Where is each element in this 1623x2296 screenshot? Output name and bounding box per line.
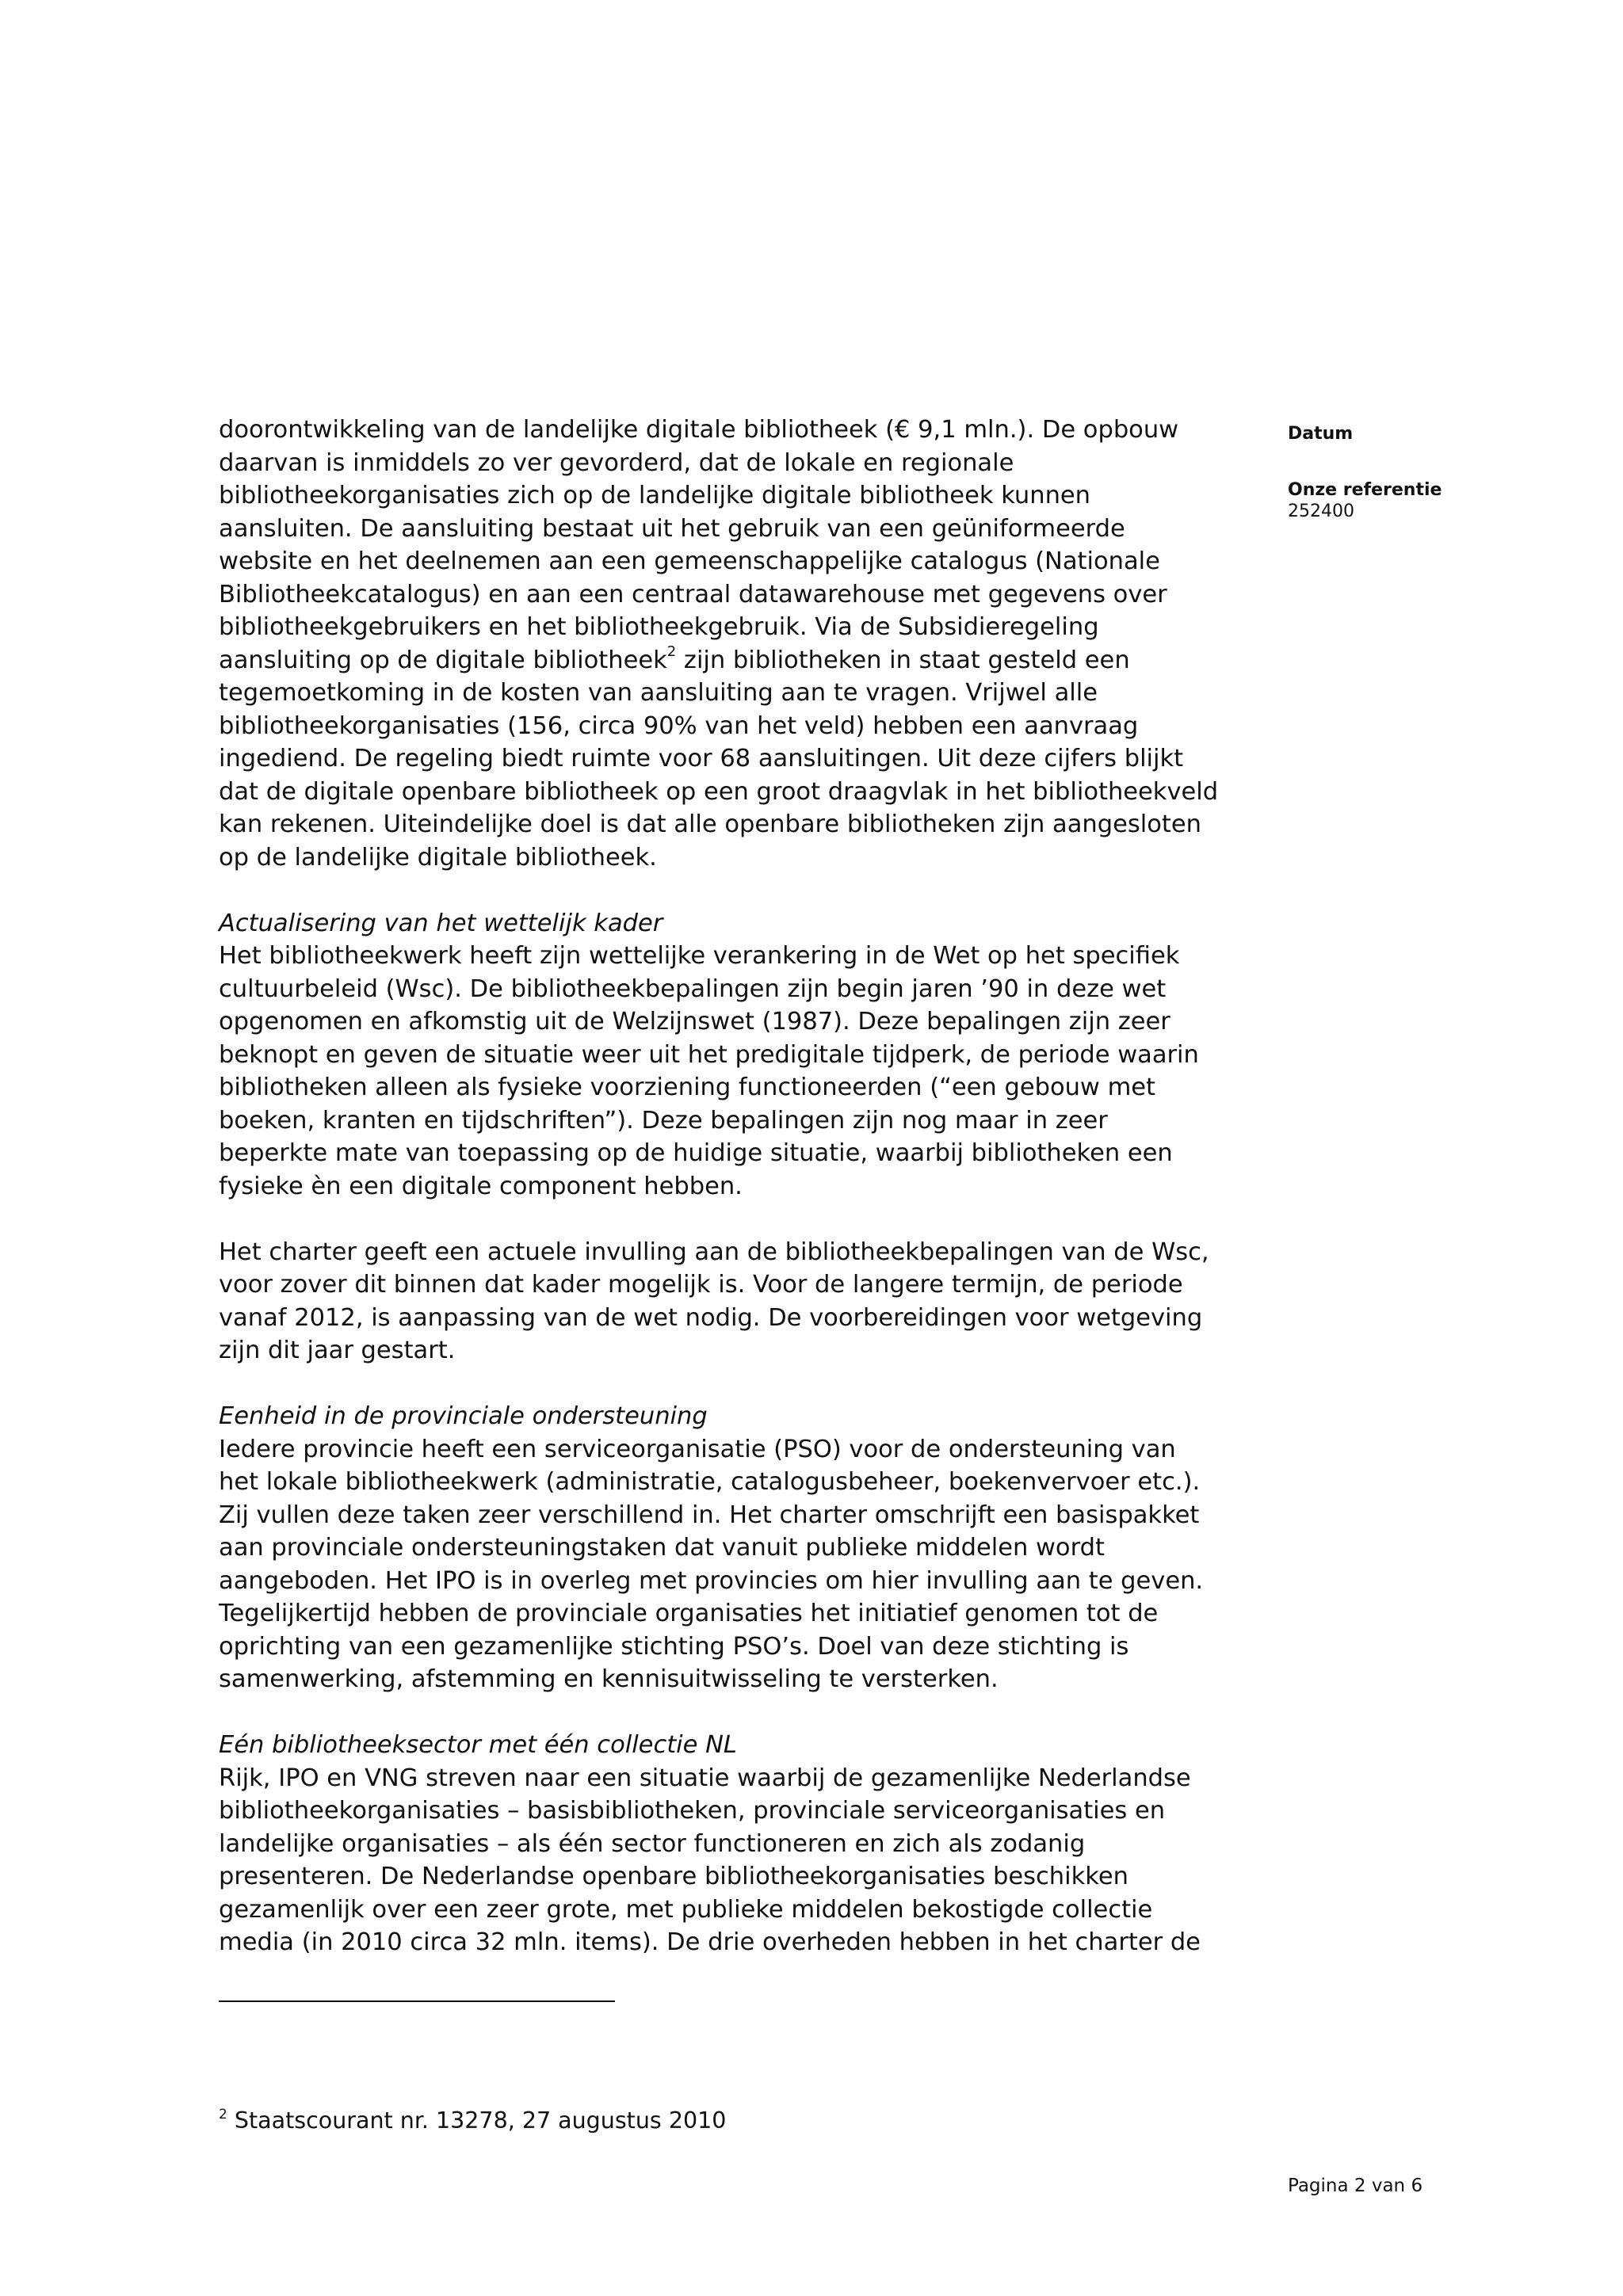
text-line: beperkte mate van toepassing op de huidige situatie, waarbij bibliotheken een (219, 1139, 1173, 1167)
text-line: boeken, kranten en tijdschriften”). Deze bepalingen zijn nog maar in zeer (219, 1106, 1108, 1135)
text-line: tegemoetkoming in de kosten van aansluiting aan te vragen. Vrijwel alle (219, 679, 1098, 707)
section-heading: Eén bibliotheeksector met één collectie NL (219, 1731, 737, 1759)
paragraph-digital-library (219, 414, 1249, 874)
text-line: media (in 2010 circa 32 mln. items). De drie overheden hebben in het charter de (219, 1928, 1201, 1956)
text-line: beknopt en geven de situatie weer uit het predigitale tijdperk, de periode waarin (219, 1040, 1199, 1069)
text-line: Tegelijkertijd hebben de provinciale organisaties het initiatief genomen tot de (219, 1600, 1159, 1627)
paragraph-spacer (219, 1696, 1249, 1730)
text-segment: zijn bibliotheken in staat gesteld een (676, 646, 1130, 674)
text-line: op de landelijke digitale bibliotheek. (219, 843, 657, 871)
text-line: aansluiten. De aansluiting bestaat uit het gebruik van een geüniformeerde (219, 514, 1125, 543)
reference-value: 252400 (1288, 502, 1354, 521)
section-legal-framework (219, 907, 1249, 1203)
footnote-reference[interactable]: 2 (666, 643, 677, 661)
text-line: website en het deelnemen aan een gemeenschappelijke catalogus (Nationale (219, 547, 1160, 575)
page-number: Pagina 2 van 6 (1288, 2176, 1423, 2196)
text-line: Zij vullen deze taken zeer verschillend in. Het charter omschrijft een basispakket (219, 1501, 1200, 1529)
text-line: daarvan is inmiddels zo ver gevorderd, dat de lokale en regionale (219, 448, 1014, 477)
text-line: voor zover dit binnen dat kader mogelijk is. Voor de langere termijn, de periode (219, 1271, 1183, 1299)
reference-label: Onze referentie (1288, 480, 1442, 500)
paragraph-spacer (219, 1367, 1249, 1401)
paragraph-charter (219, 1236, 1249, 1367)
text-line: cultuurbeleid (Wsc). De bibliotheekbepalingen zijn begin jaren ’90 in deze wet (219, 974, 1167, 1003)
text-line: opgenomen en afkomstig uit de Welzijnswet (1987). Deze bepalingen zijn zeer (219, 1008, 1170, 1035)
text-line: vanaf 2012, is aanpassing van de wet nodig. De voorbereidingen voor wetgeving (219, 1303, 1203, 1332)
paragraph-spacer (219, 874, 1249, 907)
text-line: bibliotheekorganisaties zich op de landelijke digitale bibliotheek kunnen (219, 482, 1091, 509)
date-label: Datum (1288, 424, 1354, 444)
text-line: bibliotheekgebruikers en het bibliotheekgebruik. Via de Subsidieregeling (219, 613, 1099, 641)
footnote-text: Staatscourant nr. 13278, 27 augustus 2010 (227, 2107, 727, 2134)
text-line: samenwerking, afstemming en kennisuitwisseling te versterken. (219, 1665, 999, 1693)
text-line-with-footnote-ref (219, 644, 1249, 677)
text-line: zijn dit jaar gestart. (219, 1337, 456, 1364)
section-heading: Actualisering van het wettelijk kader (219, 909, 663, 937)
text-line: landelijke organisaties – als één sector functioneren en zich als zodanig (219, 1829, 1086, 1858)
footnote (219, 2107, 726, 2135)
text-line: het lokale bibliotheekwerk (administratie, catalogusbeheer, boekenvervoer etc.). (219, 1468, 1201, 1496)
text-line: presenteren. De Nederlandse openbare bibliotheekorganisaties beschikken (219, 1863, 1128, 1890)
section-heading: Eenheid in de provinciale ondersteuning (219, 1402, 708, 1430)
text-line: Het charter geeft een actuele invulling aan de bibliotheekbepalingen van de Wsc, (219, 1238, 1209, 1266)
text-segment: aansluiting op de digitale bibliotheek (219, 646, 667, 674)
section-one-library-sector (219, 1729, 1249, 1959)
text-line: bibliotheken alleen als fysieke voorziening functioneerden (“een gebouw met (219, 1074, 1156, 1101)
text-line: ingediend. De regeling biedt ruimte voor 68 aansluitingen. Uit deze cijfers blijkt (219, 745, 1184, 772)
text-line: bibliotheekorganisaties (156, circa 90% van het veld) hebben een aanvraag (219, 711, 1139, 740)
text-line: dat de digitale openbare bibliotheek op een groot draagvlak in het bibliotheekveld (219, 777, 1219, 806)
text-line: Rijk, IPO en VNG streven naar een situatie waarbij de gezamenlijke Nederlandse (219, 1764, 1191, 1792)
text-line: Bibliotheekcatalogus) en aan een centraal datawarehouse met gegevens over (219, 580, 1167, 608)
text-line: oprichting van een gezamenlijke stichting PSO’s. Doel van deze stichting is (219, 1632, 1129, 1661)
section-provincial-support (219, 1400, 1249, 1696)
document-body (219, 414, 1249, 1959)
text-line: kan rekenen. Uiteindelijke doel is dat alle openbare bibliotheken zijn aangesloten (219, 810, 1201, 838)
footnote-divider (219, 2000, 615, 2002)
text-line: gezamenlijk over een zeer grote, met publieke middelen bekostigde collectie (219, 1895, 1153, 1924)
document-meta-sidebar (1288, 423, 1573, 522)
text-line: Iedere provincie heeft een serviceorganisatie (PSO) voor de ondersteuning van (219, 1435, 1176, 1463)
text-line: doorontwikkeling van de landelijke digitale bibliotheek (€ 9,1 mln.). De opbouw (219, 416, 1179, 444)
paragraph-spacer (219, 1203, 1249, 1236)
text-line: bibliotheekorganisaties – basisbibliotheken, provinciale serviceorganisaties en (219, 1797, 1166, 1825)
text-line: aangeboden. Het IPO is in overleg met provincies om hier invulling aan te geven. (219, 1566, 1204, 1595)
text-line: fysieke èn een digitale component hebben. (219, 1172, 743, 1200)
footnote-mark: 2 (219, 2106, 227, 2122)
text-line: aan provinciale ondersteuningstaken dat vanuit publieke middelen wordt (219, 1534, 1105, 1562)
text-line: Het bibliotheekwerk heeft zijn wettelijke verankering in de Wet op het specifiek (219, 942, 1180, 970)
sidebar-spacer (1288, 444, 1573, 479)
